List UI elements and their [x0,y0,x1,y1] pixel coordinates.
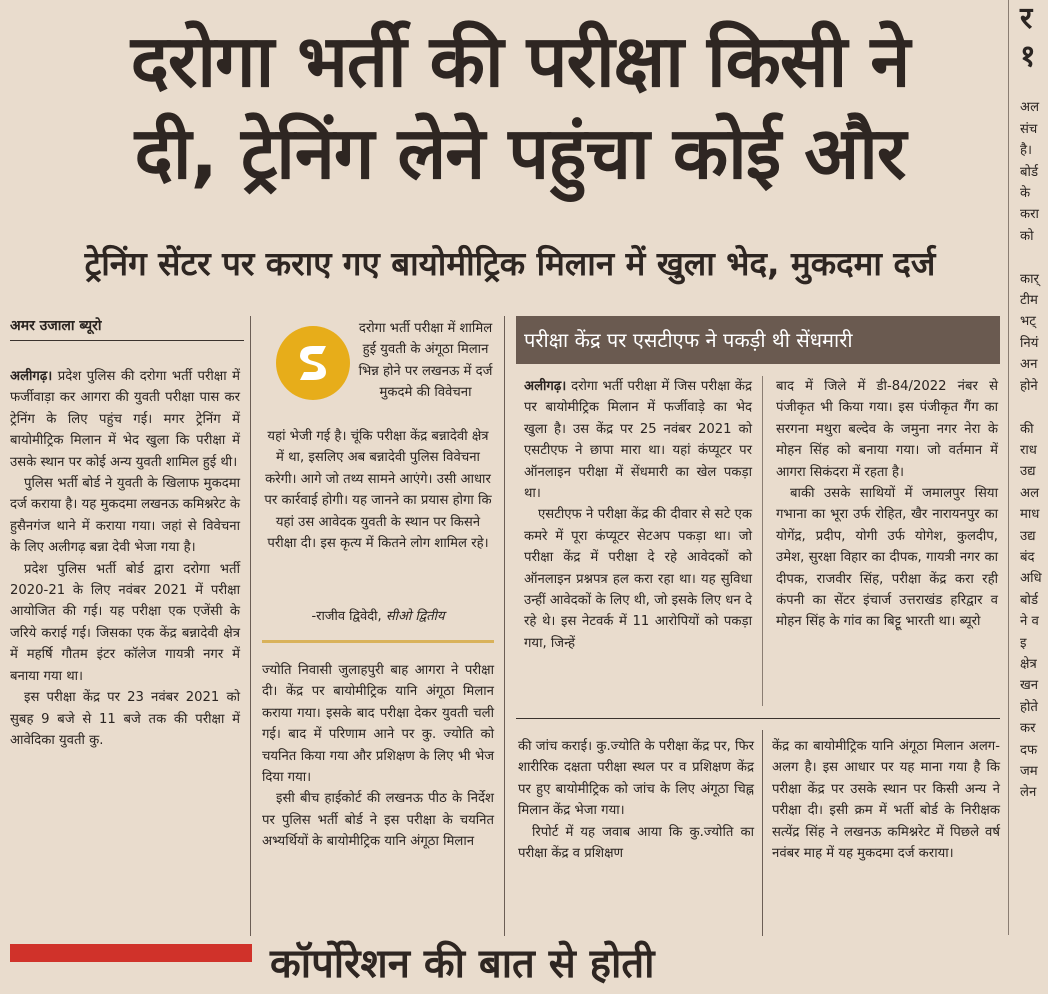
sidebar-story-column-2 [776,376,998,633]
fragment-line: उद्य [1020,528,1036,544]
quote-side-text: दरोगा भर्ती परीक्षा में शामिल हुई युवती के अंगूठा मिलान भिन्न होने पर लखनऊ में दर्ज मुकदमे की विवेचना [358,321,493,401]
next-headline-fragment: कॉर्पोरेशन की बात से होती [270,941,655,987]
column-2 [262,660,494,853]
fragment-line: बोर्ड [1020,164,1039,180]
sidebar-story-column-1 [524,376,752,654]
credit-name: -राजीव द्विवेदी, [311,609,382,624]
quote-divider [262,640,494,643]
paragraph: प्रदेश पुलिस भर्ती बोर्ड द्वारा दरोगा भर्ती 2020-21 के लिए नवंबर 2021 में परीक्षा आयोजित की गई। यह परीक्षा एक एजेंसी के जरिये कराई गई। जिसका एक केंद्र बन्नादेवी क्षेत्र में महर्षि गौतम इंटर कॉलेज गायत्री नगर में बनाया गया था। [10,561,240,684]
quote-credit [262,606,494,624]
fragment-line: माध [1020,507,1040,523]
fragment-line: राध [1020,442,1037,458]
fragment-line: १ [1020,39,1036,74]
fragment-line: बंद [1020,549,1035,565]
fragment-line: कार् [1020,271,1039,287]
fragment-line: अन [1020,357,1038,373]
sidebar-story-title: परीक्षा केंद्र पर एसटीएफ ने पकड़ी थी सेंधमारी [516,316,1000,364]
paragraph: प्रदेश पुलिस की दरोगा भर्ती परीक्षा में फर्जीवाड़ा कर आगरा की युवती परीक्षा पास कर ट्रेनिंग के लिए पहुंच गई। मगर ट्रेनिंग में बायोमीट्रिक मिलान में भेद खुला कि परीक्षा में उसके स्थान पर कोई अन्य युवती शामिल हुई थी। [10,369,240,470]
column-rule [250,316,251,936]
sidebar-story-bottom-rule [516,718,1000,719]
paragraph: दरोगा भर्ती परीक्षा में जिस परीक्षा केंद्र पर बायोमीट्रिक मिलान में फर्जीवाड़े का भेद खुला है। उस केंद्र पर 25 नवंबर 2021 को एसटीएफ ने छापा मारा था। यहां कंप्यूटर पर ऑनलाइन परीक्षा में सेंधमारी का खेल पकड़ा था। [524,379,752,502]
adjacent-article-fragment [1010,0,1048,962]
amar-ujala-logo [276,326,350,400]
fragment-line: के [1020,186,1031,202]
fragment-line: अल [1020,485,1040,501]
headline-line-2: दी, ट्रेनिंग लेने पहुंचा कोई और [134,111,906,195]
fragment-line: ने व [1020,614,1039,630]
column-3 [518,736,754,864]
fragment-line: को [1020,228,1034,244]
column-4 [772,736,1000,864]
fragment-line: होने [1020,378,1038,394]
paragraph: पुलिस भर्ती बोर्ड ने युवती के खिलाफ मुकदमा दर्ज कराया है। यह मुकदमा लखनऊ कमिश्नरेट के हुसैनगंज थाने में कराया गया। जहां से विवेचना के लिए अलीगढ़ बन्ना देवी भेजा गया है। [10,476,240,556]
column-1 [10,366,240,751]
column-rule [762,730,763,936]
paragraph: एसटीएफ ने परीक्षा केंद्र की दीवार से सटे एक कमरे में पूरा कंप्यूटर सेटअप पकड़ा था। जो परीक्षा केंद्र में परीक्षा दे रहे आवेदकों को ऑनलाइन प्रश्नपत्र हल करा रहा था। यह सुविधा उन्हीं आवेदकों के लिए थी, जो इसके लिए धन दे रहे थे। इस नेटवर्क में 11 आरोपियों को पकड़ा गया, जिन्हें [524,507,752,651]
fragment-line: करा [1020,207,1039,223]
fragment-line: संच [1020,121,1038,137]
fragment-line: कर [1020,721,1036,737]
fragment-line: लेन [1020,785,1037,801]
credit-title: सीओ द्वितीय [385,609,445,624]
paragraph: इस परीक्षा केंद्र पर 23 नवंबर 2021 को सुबह 9 बजे से 11 बजे तक की परीक्षा में आवेदिका युवती कु. [10,690,240,748]
fragment-line: र [1020,1,1033,36]
fragment-line [1010,397,1048,418]
paragraph: रिपोर्ट में यह जवाब आया कि कु.ज्योति का परीक्षा केंद्र व प्रशिक्षण [518,824,754,862]
fragment-line [1010,76,1048,97]
fragment-line: खन [1020,678,1039,694]
paragraph: की जांच कराई। कु.ज्योति के परीक्षा केंद्र पर, फिर शारीरिक दक्षता परीक्षा स्थल पर व प्रशिक्षण केंद्र पर हुए बायोमीट्रिक को जांच के लिए अंगूठा चिह्न मिलान केंद्र भेजा गया। [518,739,754,819]
fragment-line: अधि [1020,571,1042,587]
byline: अमर उजाला ब्यूरो [10,318,102,334]
fragment-line: होते [1020,699,1038,715]
fragment-line: क्षेत्र [1020,656,1037,672]
column-rule [762,376,763,706]
fragment-line: इ [1020,635,1027,651]
paragraph: केंद्र का बायोमीट्रिक यानि अंगूठा मिलान अलग-अलग है। इस आधार पर यह माना गया है कि परीक्षा केंद्र पर उसके स्थान पर किसी अन्य ने परीक्षा दी। इसी क्रम में भर्ती बोर्ड के निरीक्षक सत्येंद्र सिंह ने लखनऊ कमिश्नरेट में पिछले वर्ष नवंबर माह में यह मुकदमा दर्ज कराया। [772,739,1000,862]
fragment-line: अल [1020,100,1040,116]
fragment-line [1010,247,1048,268]
fragment-line: नियं [1020,335,1039,351]
column-rule [1008,0,1009,935]
dateline: अलीगढ़। [10,369,53,384]
paragraph: बाकी उसके साथियों में जमालपुर सिया गभाना का भूरा उर्फ रोहित, खैर नारायनपुर का योगेंद्र, प्रदीप, योगी उर्फ योगेश, कुलदीप, उमेश, सुरक्षा विहार का दीपक, गायत्री नगर का दीपक, राजवीर सिंह, परीक्षा केंद्र करा रही कंपनी का सेंटर इंचार्ज उत्तराखंड हरिद्वार व मोहन सिंह के गांव का बिट्टू भारती था। ब्यूरो [776,486,998,630]
quote-text: यहां भेजी गई है। चूंकि परीक्षा केंद्र बन्नादेवी क्षेत्र में था, इसलिए अब बन्नादेवी पुलिस विवेचना करेगी। आगे जो तथ्य सामने आएंगे। उसी आधार पर कार्रवाई होगी। यह जानने का प्रयास होगा कि यहां उस आवेदक युवती के स्थान पर किसने परीक्षा दी। इस कृत्य में कितने लोग शामिल रहे। [264,429,492,552]
paragraph: इसी बीच हाईकोर्ट की लखनऊ पीठ के निर्देश पर पुलिस भर्ती बोर्ड ने इस परीक्षा के चयनित अभ्यर्थियों के बायोमीट्रिक यानि अंगूठा मिलान [262,791,494,850]
fragment-line: जम [1020,764,1038,779]
headline-line-1: दरोगा भर्ती की परीक्षा किसी ने [130,19,910,103]
fragment-line: की [1020,421,1034,437]
fragment-line: उद्य [1020,464,1036,480]
paragraph: बाद में जिले में डी-84/2022 नंबर से पंजीकृत भी किया गया। इस पंजीकृत गैंग का सरगना मथुरा बल्देव के जमुना नगर नेरा के मोहन सिंह को बनाया गया। जो वर्तमान में आगरा सिकंदरा में रहता है। [776,379,998,480]
dateline: अलीगढ़। [524,379,567,394]
byline-divider [10,340,244,341]
subheadline: ट्रेनिंग सेंटर पर कराए गए बायोमीट्रिक मिलान में खुला भेद, मुकदमा दर्ज [84,244,936,283]
fragment-line: दफ [1020,742,1038,758]
fragment-line: है। [1020,143,1033,159]
red-banner [10,944,252,962]
fragment-line: टीम [1020,293,1038,309]
paragraph: ज्योति निवासी जुलाहपुरी बाह आगरा ने परीक्षा दी। केंद्र पर बायोमीट्रिक यानि अंगूठा मिलान कराया गया। इसके बाद परीक्षा देकर युवती चली गई। बाद में परिणाम आने पर कु. ज्योति को चयनित किया गया और प्रशिक्षण के लिए भी भेज दिया गया। [262,663,494,786]
fragment-line: भट् [1020,314,1036,330]
fragment-line: बोर्ड [1020,592,1039,608]
column-rule [504,316,505,936]
